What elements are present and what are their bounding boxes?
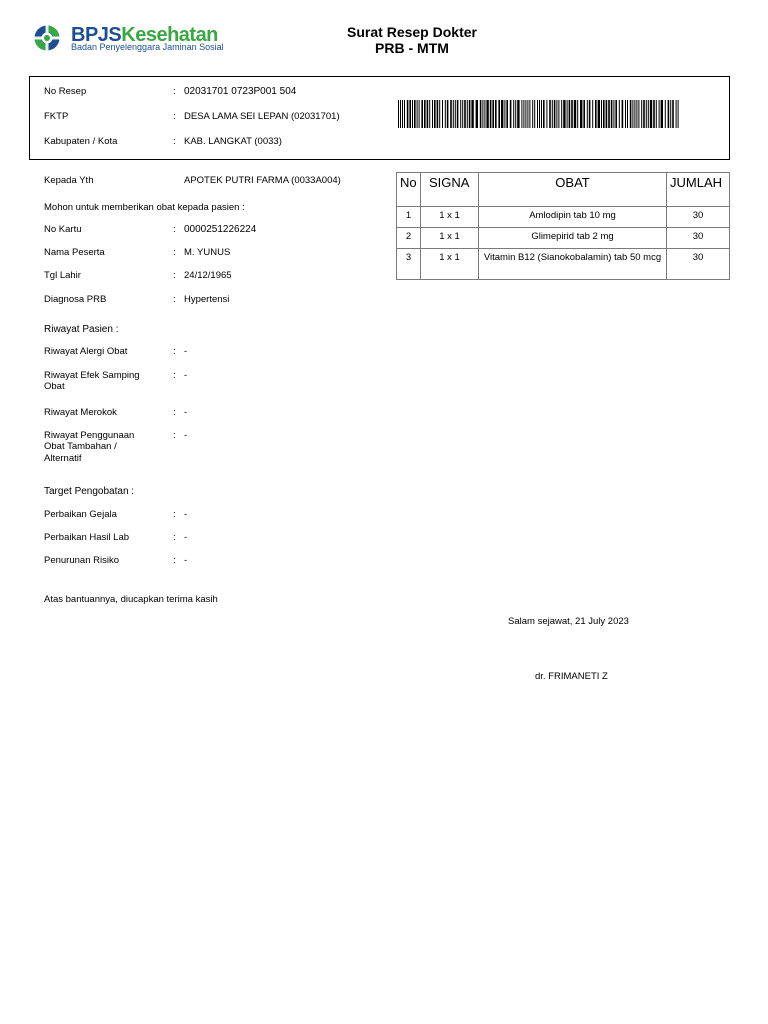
- alergi-value: -: [184, 346, 188, 357]
- barcode-bar: [619, 100, 620, 128]
- barcode-bar: [398, 100, 399, 128]
- barcode-bar: [598, 100, 600, 128]
- mohon-text: Mohon untuk memberikan obat kepada pasien :: [44, 202, 245, 213]
- separator: :: [173, 270, 176, 281]
- diagnosa-label: Diagnosa PRB: [44, 294, 107, 305]
- penggunaan-label-line3: Alternatif: [44, 453, 82, 464]
- barcode-bar: [455, 100, 456, 128]
- barcode-bar: [595, 100, 597, 128]
- barcode-bar: [429, 100, 430, 128]
- barcode-bar: [606, 100, 608, 128]
- barcode-bar: [529, 100, 530, 128]
- barcode-bar: [539, 100, 540, 128]
- table-header-row: [397, 173, 730, 207]
- barcode-bar: [424, 100, 426, 128]
- row-jumlah: 30: [667, 249, 730, 280]
- doctor-name: dr. FRIMANETI Z: [535, 671, 608, 682]
- barcode-bar: [611, 100, 613, 128]
- kabupaten-value: KAB. LANGKAT (0033): [184, 136, 282, 147]
- col-header-jumlah: JUMLAH: [667, 173, 730, 207]
- barcode-bar: [648, 100, 649, 128]
- barcode-bar: [419, 100, 420, 128]
- barcode-bar: [659, 100, 660, 128]
- barcode-bar: [437, 100, 439, 128]
- barcode-bar: [421, 100, 423, 128]
- no-kartu-label: No Kartu: [44, 224, 82, 235]
- col-header-no: No: [397, 173, 421, 207]
- barcode-bar: [517, 100, 519, 128]
- table-row: [397, 207, 730, 228]
- barcode-bar: [672, 100, 674, 128]
- lab-value: -: [184, 532, 188, 543]
- barcode-bar: [400, 100, 401, 128]
- barcode-bar: [462, 100, 463, 128]
- risiko-label: Penurunan Risiko: [44, 555, 119, 566]
- barcode-bar: [574, 100, 576, 128]
- barcode-bar: [552, 100, 553, 128]
- barcode-bar: [561, 100, 562, 128]
- barcode-bar: [471, 100, 473, 128]
- barcode-bar: [480, 100, 482, 128]
- barcode-bar: [492, 100, 494, 128]
- barcode-bar: [549, 100, 551, 128]
- row-no: 3: [397, 249, 421, 280]
- table-row: [397, 249, 730, 280]
- separator: :: [173, 294, 176, 305]
- barcode-bar: [434, 100, 436, 128]
- page-subtitle: PRB - MTM: [375, 40, 449, 56]
- barcode-bar: [589, 100, 591, 128]
- kabupaten-label: Kabupaten / Kota: [44, 136, 118, 147]
- no-resep-label: No Resep: [44, 86, 87, 97]
- barcode-bar: [427, 100, 429, 128]
- no-resep-value: 02031701 0723P001 504: [184, 86, 297, 97]
- table-row: [397, 228, 730, 249]
- tgl-lahir-value: 24/12/1965: [184, 270, 232, 281]
- alergi-label: Riwayat Alergi Obat: [44, 346, 128, 357]
- barcode-bar: [495, 100, 497, 128]
- barcode-bar: [439, 100, 440, 128]
- barcode-bar: [457, 100, 459, 128]
- barcode-bar: [622, 100, 624, 128]
- barcode-bar: [501, 100, 503, 128]
- barcode-bar: [486, 100, 488, 128]
- nama-label: Nama Peserta: [44, 247, 105, 258]
- barcode-bar: [554, 100, 556, 128]
- separator: :: [173, 86, 176, 97]
- barcode-bar: [634, 100, 635, 128]
- col-header-obat: OBAT: [479, 173, 667, 207]
- barcode-bar: [541, 100, 542, 128]
- diagnosa-value: Hypertensi: [184, 294, 230, 305]
- row-no: 1: [397, 207, 421, 228]
- separator: :: [173, 111, 176, 122]
- barcode-bar: [577, 100, 578, 128]
- barcode-bar: [532, 100, 533, 128]
- separator: :: [173, 224, 176, 235]
- row-signa: 1 x 1: [421, 249, 479, 280]
- barcode-bar: [583, 100, 585, 128]
- barcode-bar: [630, 100, 632, 128]
- row-no: 2: [397, 228, 421, 249]
- barcode-bar: [627, 100, 628, 128]
- separator: :: [173, 346, 176, 357]
- barcode-bar: [447, 100, 449, 128]
- separator: :: [173, 430, 176, 441]
- gejala-value: -: [184, 509, 188, 520]
- separator: :: [173, 370, 176, 381]
- penggunaan-label-line2: Obat Tambahan /: [44, 441, 117, 452]
- barcode-bar: [569, 100, 571, 128]
- barcode-bar: [641, 100, 642, 128]
- barcode-bar: [464, 100, 466, 128]
- barcode-bar: [469, 100, 471, 128]
- row-jumlah: 30: [667, 228, 730, 249]
- barcode-bar: [636, 100, 637, 128]
- fktp-label: FKTP: [44, 111, 69, 122]
- page-title: Surat Resep Dokter: [347, 24, 477, 40]
- penggunaan-value: -: [184, 430, 188, 441]
- separator: :: [173, 136, 176, 147]
- barcode-bar: [625, 100, 626, 128]
- barcode: [398, 100, 680, 128]
- barcode-bar: [537, 100, 538, 128]
- barcode-bar: [414, 100, 416, 128]
- barcode-bar: [409, 100, 411, 128]
- barcode-bar: [513, 100, 514, 128]
- barcode-bar: [510, 100, 512, 128]
- separator: :: [173, 555, 176, 566]
- barcode-bar: [521, 100, 522, 128]
- merokok-label: Riwayat Merokok: [44, 407, 117, 418]
- barcode-bar: [670, 100, 671, 128]
- barcode-bar: [453, 100, 454, 128]
- barcode-bar: [653, 100, 655, 128]
- barcode-bar: [603, 100, 605, 128]
- barcode-bar: [482, 100, 483, 128]
- row-signa: 1 x 1: [421, 207, 479, 228]
- barcode-bar: [417, 100, 418, 128]
- barcode-bar: [678, 100, 679, 128]
- barcode-bar: [534, 100, 535, 128]
- nama-value: M. YUNUS: [184, 247, 231, 258]
- barcode-bar: [525, 100, 526, 128]
- separator: :: [173, 407, 176, 418]
- barcode-bar: [498, 100, 500, 128]
- kepada-label: Kepada Yth: [44, 175, 94, 186]
- closing-text: Atas bantuannya, diucapkan terima kasih: [44, 594, 218, 605]
- barcode-bar: [668, 100, 670, 128]
- barcode-bar: [643, 100, 645, 128]
- barcode-bar: [613, 100, 614, 128]
- riwayat-heading: Riwayat Pasien :: [44, 324, 119, 335]
- row-obat: Amlodipin tab 10 mg: [479, 207, 667, 228]
- barcode-bar: [650, 100, 652, 128]
- row-jumlah: 30: [667, 207, 730, 228]
- tgl-lahir-label: Tgl Lahir: [44, 270, 81, 281]
- row-obat: Glimepirid tab 2 mg: [479, 228, 667, 249]
- barcode-bar: [615, 100, 617, 128]
- no-kartu-value: 0000251226224: [184, 224, 257, 235]
- risiko-value: -: [184, 555, 188, 566]
- barcode-bar: [632, 100, 633, 128]
- bpjs-logo-icon: [33, 24, 61, 52]
- penggunaan-label-line1: Riwayat Penggunaan: [44, 430, 135, 441]
- barcode-bar: [646, 100, 647, 128]
- barcode-bar: [543, 100, 545, 128]
- barcode-bar: [445, 100, 446, 128]
- barcode-bar: [592, 100, 593, 128]
- kepada-value: APOTEK PUTRI FARMA (0033A004): [184, 175, 341, 186]
- barcode-bar: [638, 100, 639, 128]
- barcode-bar: [546, 100, 547, 128]
- barcode-bar: [580, 100, 582, 128]
- barcode-bar: [432, 100, 433, 128]
- barcode-bar: [407, 100, 409, 128]
- barcode-bar: [402, 100, 403, 128]
- barcode-bar: [676, 100, 677, 128]
- row-obat: Vitamin B12 (Sianokobalamin) tab 50 mcg: [479, 249, 667, 280]
- barcode-bar: [523, 100, 524, 128]
- barcode-bar: [567, 100, 568, 128]
- barcode-bar: [601, 100, 602, 128]
- barcode-bar: [484, 100, 485, 128]
- barcode-bar: [608, 100, 610, 128]
- gejala-label: Perbaikan Gejala: [44, 509, 117, 520]
- barcode-bar: [587, 100, 588, 128]
- target-heading: Target Pengobatan :: [44, 486, 135, 497]
- barcode-bar: [571, 100, 573, 128]
- barcode-bar: [442, 100, 443, 128]
- barcode-bar: [460, 100, 461, 128]
- efek-label-line1: Riwayat Efek Samping: [44, 370, 140, 381]
- barcode-bar: [504, 100, 505, 128]
- barcode-bar: [656, 100, 657, 128]
- barcode-bar: [467, 100, 468, 128]
- merokok-value: -: [184, 407, 188, 418]
- barcode-bar: [515, 100, 516, 128]
- barcode-bar: [450, 100, 452, 128]
- barcode-bar: [527, 100, 528, 128]
- barcode-bar: [404, 100, 405, 128]
- bpjs-logo: [33, 24, 224, 56]
- efek-value: -: [184, 370, 188, 381]
- barcode-bar: [476, 100, 478, 128]
- separator: :: [173, 247, 176, 258]
- prescription-table: [396, 172, 730, 280]
- barcode-bar: [558, 100, 559, 128]
- logo-brand: BPJSKesehatan: [71, 24, 218, 46]
- separator: :: [173, 509, 176, 520]
- barcode-bar: [563, 100, 565, 128]
- col-header-signa: SIGNA: [421, 173, 479, 207]
- lab-label: Perbaikan Hasil Lab: [44, 532, 130, 543]
- barcode-bar: [661, 100, 663, 128]
- barcode-bar: [665, 100, 666, 128]
- row-signa: 1 x 1: [421, 228, 479, 249]
- efek-label-line2: Obat: [44, 381, 65, 392]
- barcode-bar: [412, 100, 413, 128]
- barcode-bar: [556, 100, 557, 128]
- barcode-bar: [506, 100, 508, 128]
- fktp-value: DESA LAMA SEI LEPAN (02031701): [184, 111, 340, 122]
- logo-tagline: Badan Penyelenggara Jaminan Sosial: [71, 42, 224, 52]
- barcode-bar: [490, 100, 492, 128]
- salam-text: Salam sejawat, 21 July 2023: [508, 616, 629, 627]
- separator: :: [173, 532, 176, 543]
